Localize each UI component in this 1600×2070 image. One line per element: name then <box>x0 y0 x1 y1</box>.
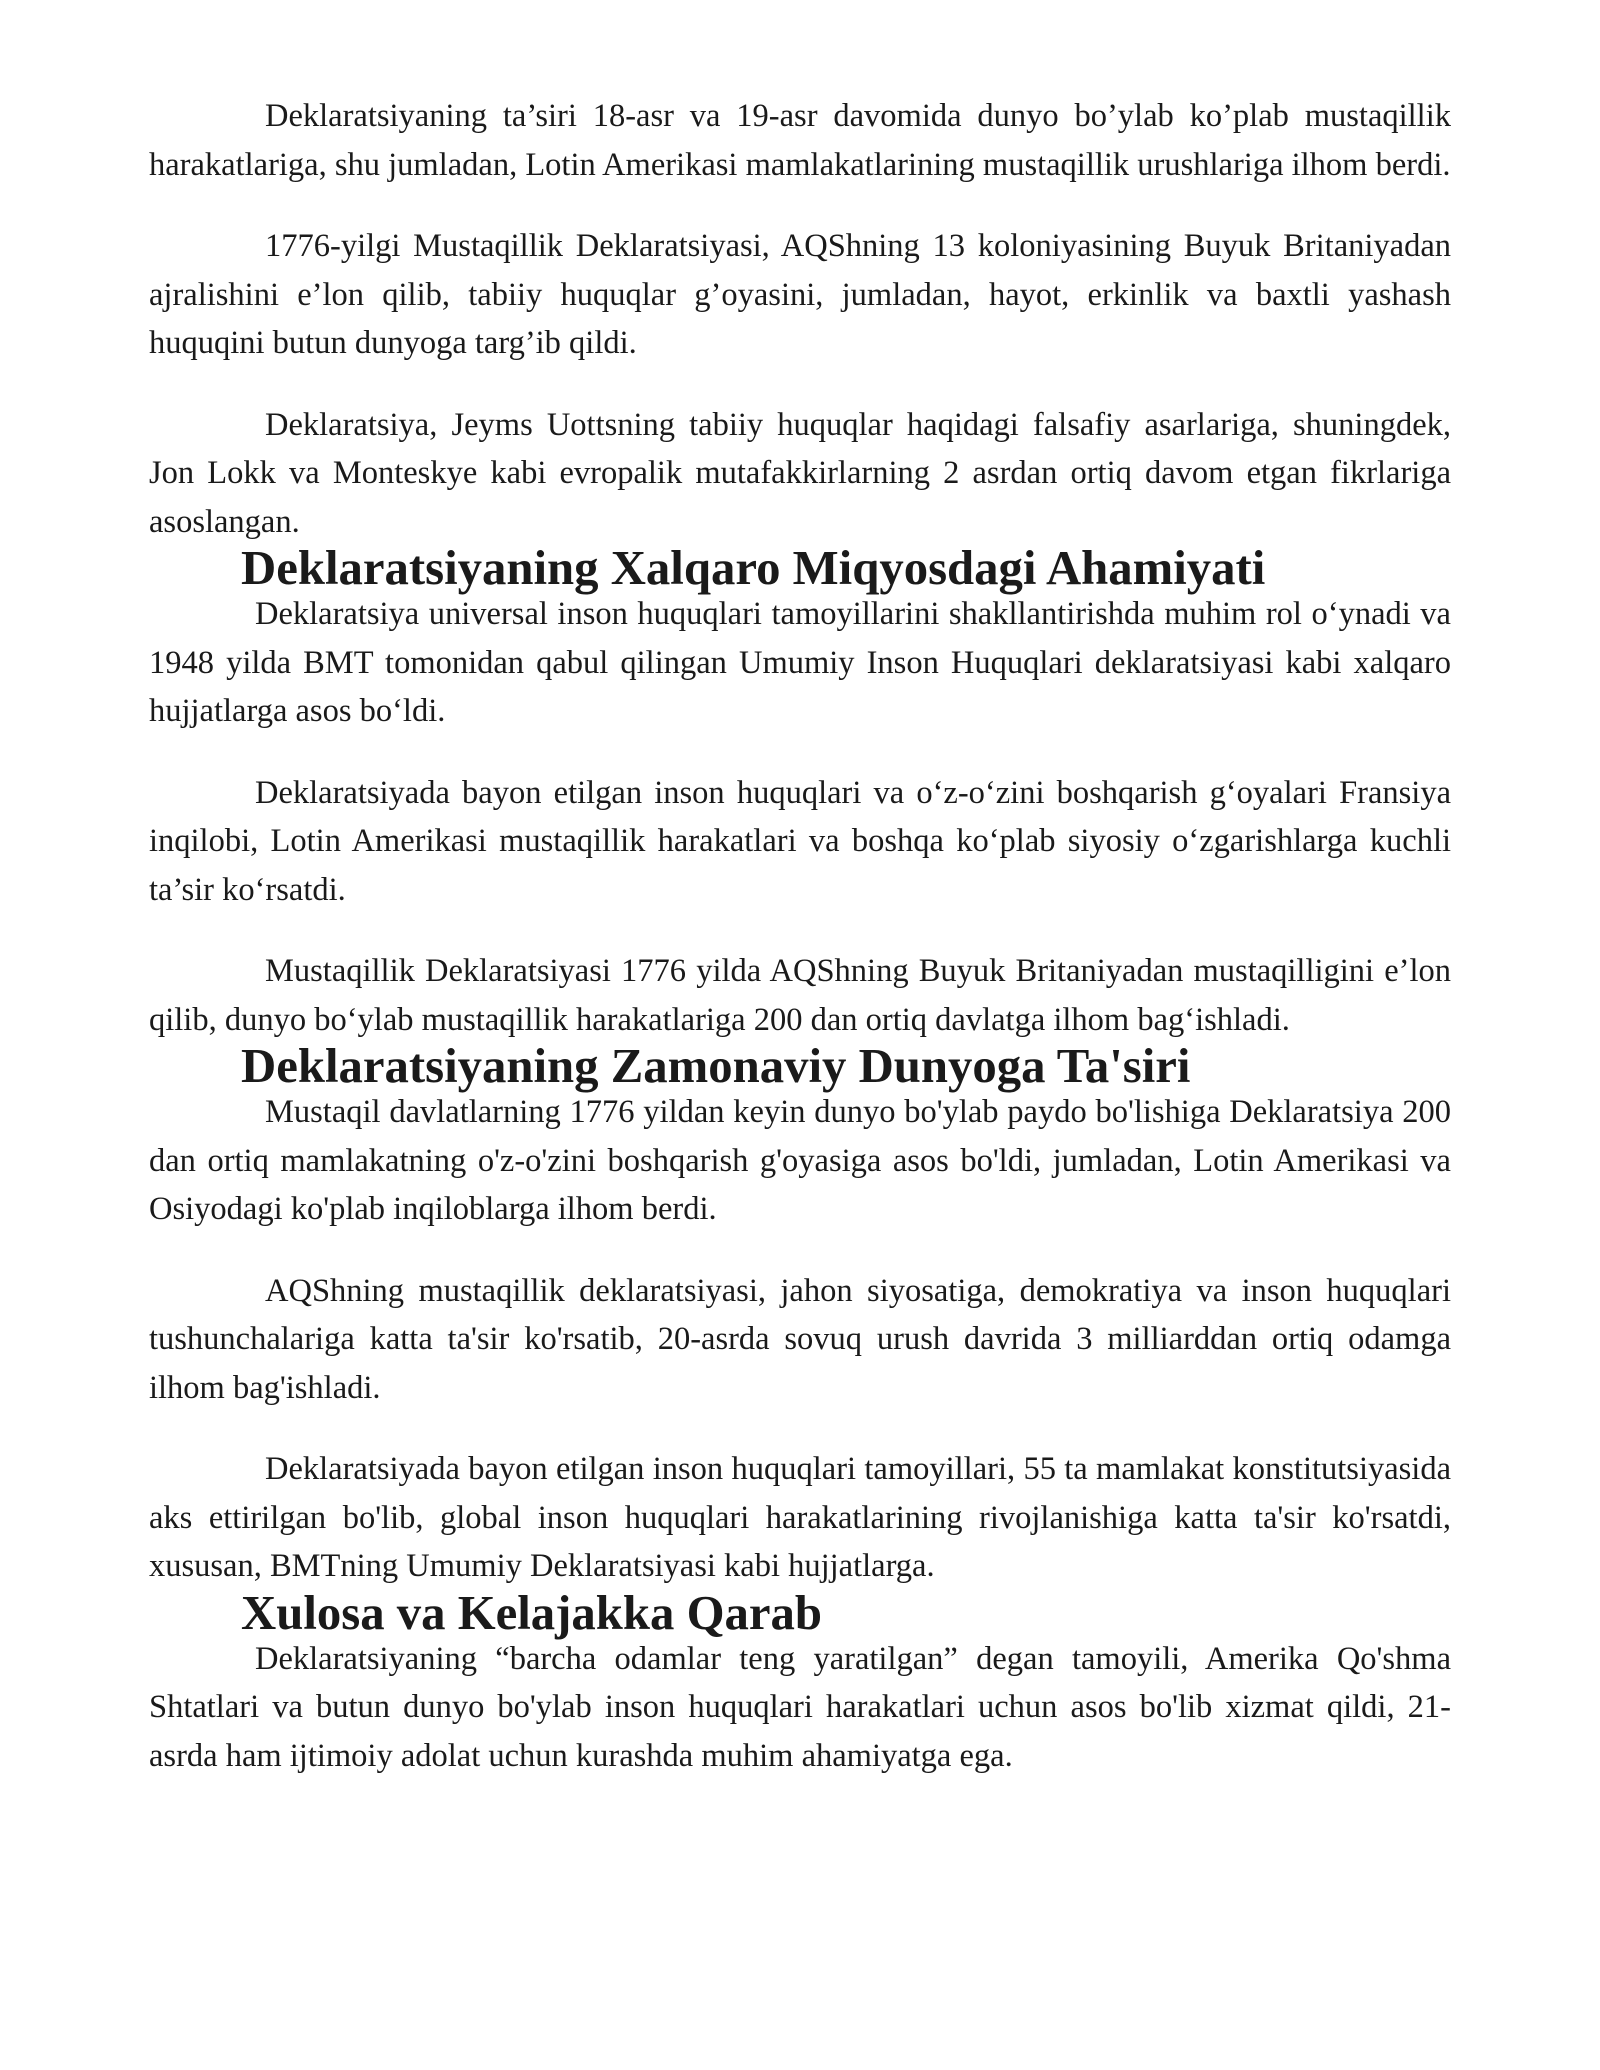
paragraph-modern-1: Mustaqil davlatlarning 1776 yildan keyin dunyo bo'ylab paydo bo'lishiga Deklaratsiya 200 dan ortiq mamlakatning o'z-o'zini boshqarish g'oyasiga asos bo'ldi, jumladan, Lotin Amerikasi va Osiyodagi ko'plab inqiloblarga ilhom berdi. <box>149 1094 1451 1227</box>
paragraph-international-1: Deklaratsiya universal inson huquqlari tamoyillarini shakllantirishda muhim rol o‘ynadi va 1948 yilda BMT tomonidan qabul qilingan Umumiy Inson Huquqlari deklaratsiyasi kabi xalqaro hujjatlarga asos bo‘ldi. <box>149 596 1451 729</box>
document-body <box>149 92 1451 1780</box>
paragraph-modern-2: AQShning mustaqillik deklaratsiyasi, jahon siyosatiga, demokratiya va inson huquqlari tushunchalariga katta ta'sir ko'rsatib, 20-asrda sovuq urush davrida 3 milliarddan ortiq odamga ilhom bag'ishladi. <box>149 1272 1451 1406</box>
section-heading-international: Deklaratsiyaning Xalqaro Miqyosdagi Ahamiyati <box>241 541 1266 595</box>
paragraph-modern-3: Deklaratsiyada bayon etilgan inson huquqlari tamoyillari, 55 ta mamlakat konstitutsiyasida aks ettirilgan bo'lib, global inson huquqlari harakatlarining rivojlanishiga katta ta'sir ko'rsatdi, xususan, BMTning Umumiy Deklaratsiyasi kabi hujjatlarga. <box>149 1451 1451 1584</box>
section-heading-conclusion: Xulosa va Kelajakka Qarab <box>241 1585 823 1640</box>
paragraph-intro-3: Deklaratsiya, Jeyms Uottsning tabiiy huquqlar haqidagi falsafiy asarlariga, shuningdek, Jon Lokk va Monteskye kabi evropalik mutafakkirlarning 2 asrdan ortiq davom etgan fikrlariga asoslangan. <box>149 406 1451 540</box>
section-heading-modern-world: Deklaratsiyaning Zamonaviy Dunyoga Ta'siri <box>241 1039 1191 1093</box>
paragraph-intro-2: 1776-yilgi Mustaqillik Deklaratsiyasi, AQShning 13 koloniyasining Buyuk Britaniyadan ajralishini e’lon qilib, tabiiy huquqlar g’oyasini, jumladan, hayot, erkinlik va baxtli yashash huquqini butun dunyoga targ’ib qildi. <box>149 228 1451 361</box>
paragraph-international-2: Deklaratsiyada bayon etilgan inson huquqlari va o‘z-o‘zini boshqarish g‘oyalari Fransiya inqilobi, Lotin Amerikasi mustaqillik harakatlari va boshqa ko‘plab siyosiy o‘zgarishlarga kuchli ta’sir ko‘rsatdi. <box>149 774 1451 908</box>
paragraph-conclusion-1: Deklaratsiyaning “barcha odamlar teng yaratilgan” degan tamoyili, Amerika Qo'shma Shtatlari va butun dunyo bo'ylab inson huquqlari harakatlari uchun asos bo'lib xizmat qildi, 21-asrda ham ijtimoiy adolat uchun kurashda muhim ahamiyatga ega. <box>149 1640 1451 1774</box>
paragraph-international-3: Mustaqillik Deklaratsiyasi 1776 yilda AQShning Buyuk Britaniyadan mustaqilligini e’lon qilib, dunyo bo‘ylab mustaqillik harakatlariga 200 dan ortiq davlatga ilhom bag‘ishladi. <box>149 953 1451 1038</box>
paragraph-intro-1: Deklaratsiyaning ta’siri 18-asr va 19-asr davomida dunyo bo’ylab ko’plab mustaqillik harakatlariga, shu jumladan, Lotin Amerikasi mamlakatlarining mustaqillik urushlariga ilhom berdi. <box>149 98 1451 183</box>
